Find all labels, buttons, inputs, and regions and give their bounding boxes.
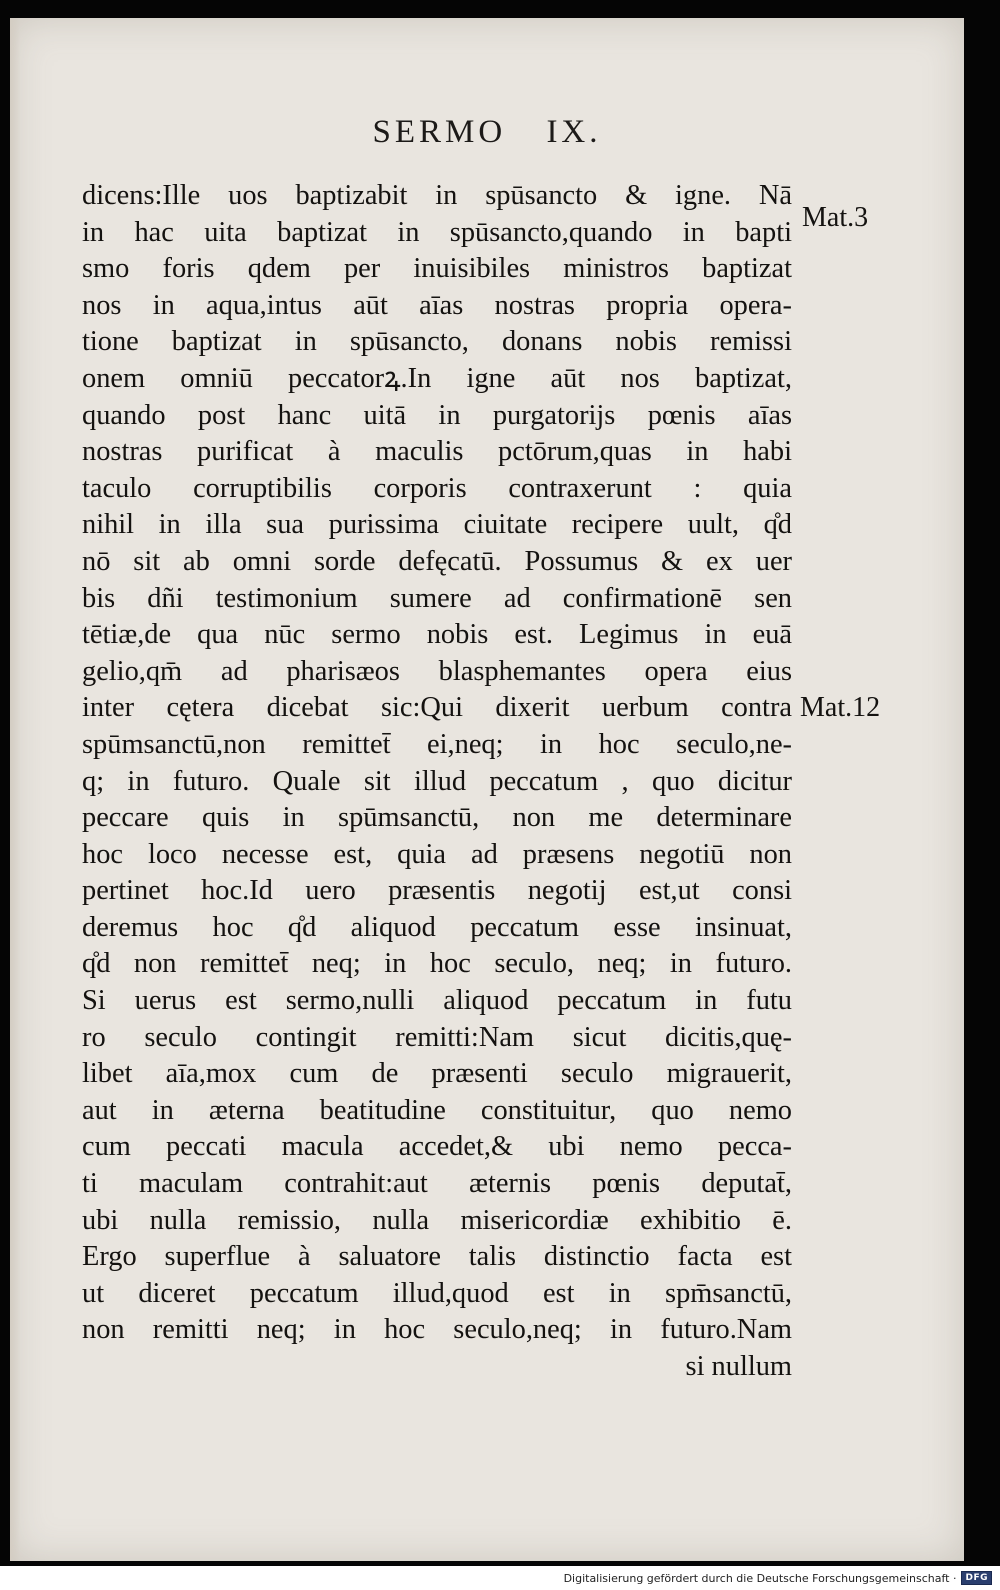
running-head-right: IX. — [546, 114, 602, 150]
text-line: ti maculam contrahit:aut æternis pœnis deputat̄, — [82, 1168, 792, 1200]
text-line: in hac uita baptizat in spūsancto,quando in bapti — [82, 216, 792, 248]
text-line: ut diceret peccatum illud,quod est in spm̄sanctū, — [82, 1277, 792, 1309]
running-head-left: SERMO — [372, 114, 507, 150]
text-line: nō sit ab omni sorde defęcatū. Possumus & ex uer — [82, 545, 792, 577]
text-line: bis dñi testimonium sumere ad confirmationē sen — [82, 582, 792, 614]
dfg-logo: DFG — [961, 1571, 992, 1585]
text-line: nihil in illa sua purissima ciuitate recipere uult, q̊d — [82, 509, 792, 541]
text-line: hoc loco necesse est, quia ad præsens negotiū non — [82, 838, 792, 870]
text-line: onem omniū peccatorꝝ.In igne aūt nos baptizat, — [82, 362, 792, 394]
running-head — [10, 114, 964, 151]
text-line: gelio,qm̄ ad pharisæos blasphemantes opera eius — [82, 655, 792, 687]
text-line: aut in æterna beatitudine constituitur, quo nemo — [82, 1094, 792, 1126]
text-line: deremus hoc q̊d aliquod peccatum esse insinuat, — [82, 911, 792, 943]
text-line: quando post hanc uitā in purgatorijs pœnis aīas — [82, 399, 792, 431]
page-gutter-shadow — [10, 18, 20, 1561]
digitization-credit — [564, 1569, 992, 1587]
body-text — [82, 178, 792, 1386]
text-line: pertinet hoc.Id uero præsentis negotij est,ut consi — [82, 875, 792, 907]
text-line: q̊d non remittet̄ neq; in hoc seculo, neq; in futuro. — [82, 948, 792, 980]
text-line: inter cętera dicebat sic:Qui dixerit uerbum contra — [82, 692, 792, 724]
marginal-note: Mat.12 — [800, 692, 881, 723]
text-line: non remitti neq; in hoc seculo,neq; in futuro.Nam — [82, 1314, 792, 1346]
text-line: Ergo superflue à saluatore talis distinctio facta est — [82, 1241, 792, 1273]
text-line: nos in aqua,intus aūt aīas nostras propria opera- — [82, 289, 792, 321]
text-line: tione baptizat in spūsancto, donans nobis remissi — [82, 326, 792, 358]
text-line: peccare quis in spūmsanctū, non me determinare — [82, 802, 792, 834]
text-line: spūmsanctū,non remittet̄ ei,neq; in hoc seculo,ne- — [82, 728, 792, 760]
text-line: ubi nulla remissio, nulla misericordiæ exhibitio ē. — [82, 1204, 792, 1236]
text-line: q; in futuro. Quale sit illud peccatum , quo dicitur — [82, 765, 792, 797]
text-line: nostras purificat à maculis pctōrum,quas in habi — [82, 436, 792, 468]
text-line: Si uerus est sermo,nulli aliquod peccatum in futu — [82, 985, 792, 1017]
catchword-line: si nullum — [685, 1351, 792, 1382]
text-line: ro seculo contingit remitti:Nam sicut dicitis,quę- — [82, 1021, 792, 1053]
book-page — [10, 18, 964, 1561]
text-line: cum peccati macula accedet,& ubi nemo pecca- — [82, 1131, 792, 1163]
text-line: smo foris qdem per inuisibiles ministros baptizat — [82, 253, 792, 285]
marginal-note: Mat.3 — [802, 202, 869, 233]
text-line: dicens:Ille uos baptizabit in spūsancto & igne. Nā — [82, 180, 792, 211]
credit-text: Digitalisierung gefördert durch die Deutsche Forschungsgemeinschaft · — [563, 1571, 957, 1585]
text-line: tētiæ,de qua nūc sermo nobis est. Legimus in euā — [82, 619, 792, 651]
text-line: libet aīa,mox cum de præsenti seculo migrauerit, — [82, 1058, 792, 1090]
text-line: taculo corruptibilis corporis contraxerunt : quia — [82, 472, 792, 504]
